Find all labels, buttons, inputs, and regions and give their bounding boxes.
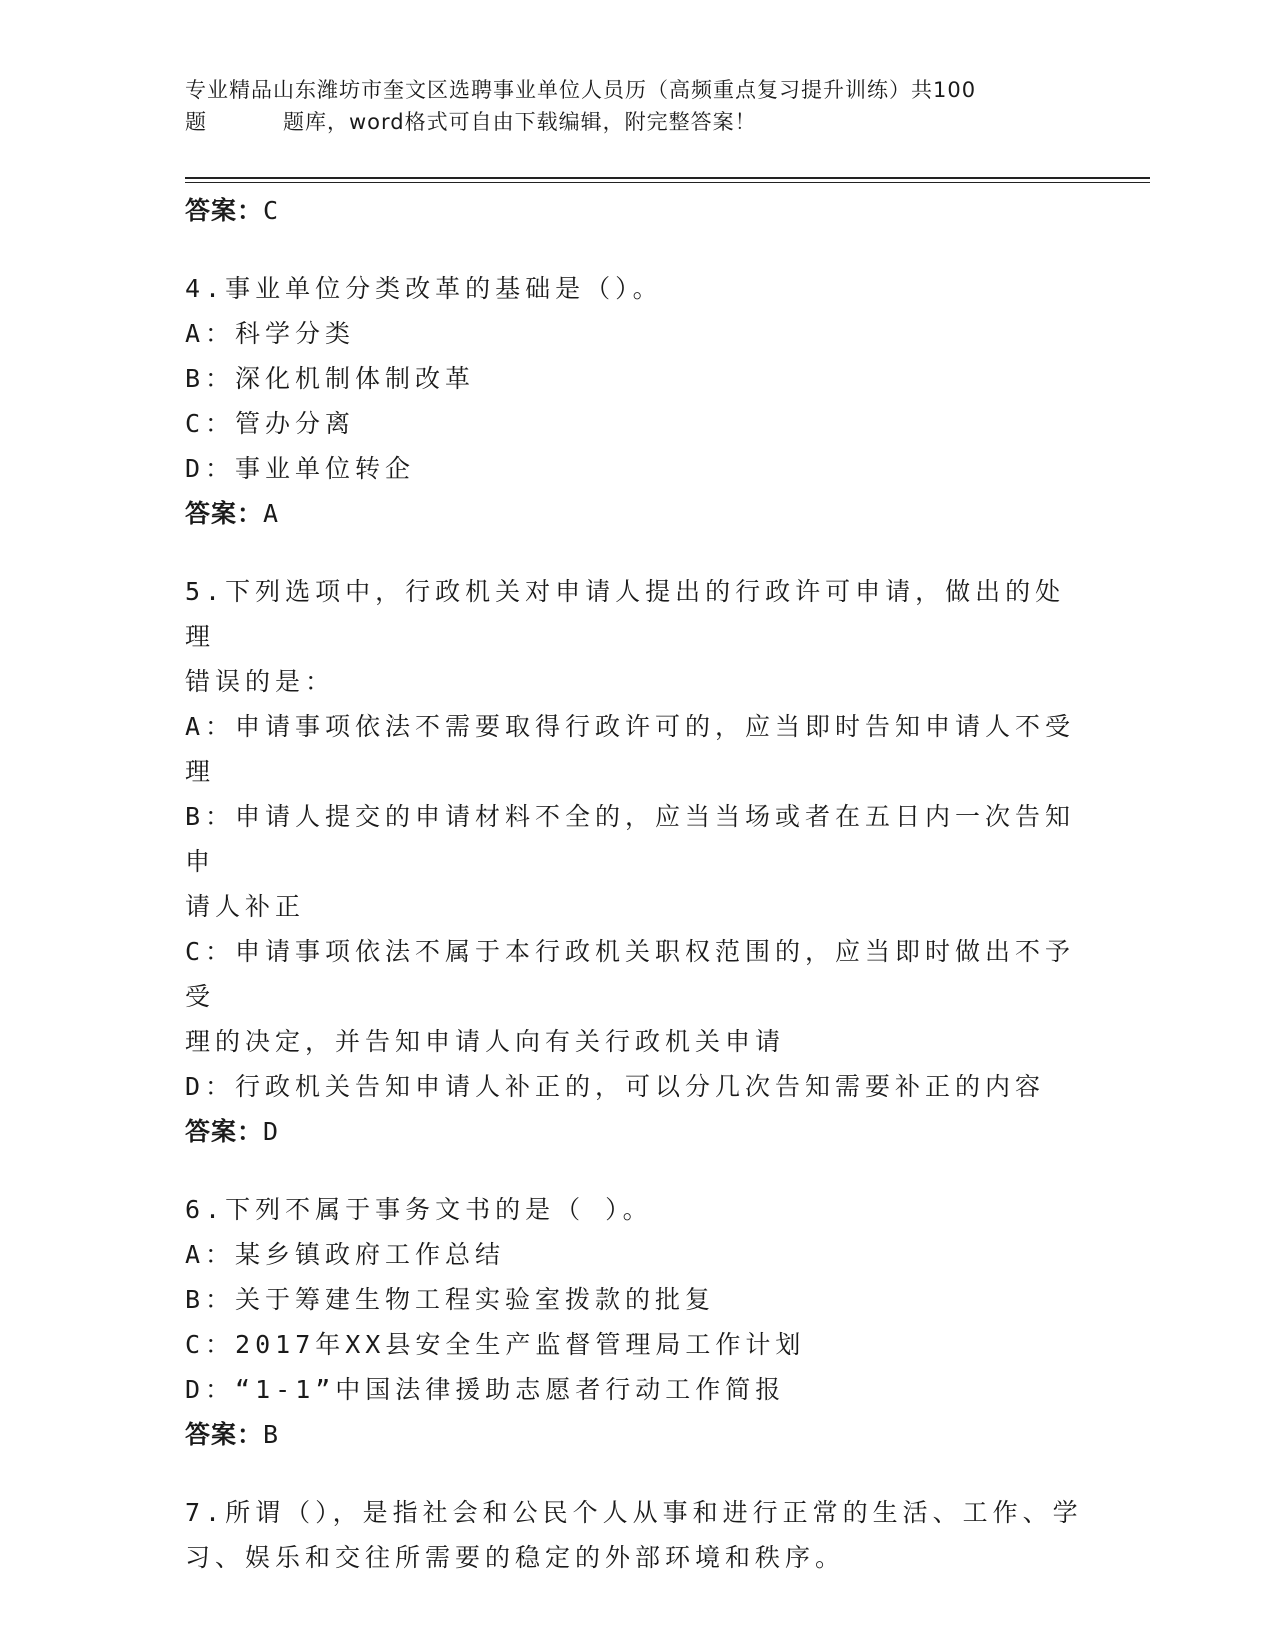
- question-block: [185, 1187, 1085, 1458]
- header-divider-thin: [185, 182, 1150, 183]
- option-text: D：事业单位转企: [185, 454, 416, 483]
- document-header: [185, 74, 1085, 138]
- option-text: 请人补正: [185, 892, 306, 921]
- header-title-line-2: [185, 106, 1085, 138]
- option-text: B：深化机制体制改革: [185, 364, 476, 393]
- option-text: C：申请事项依法不属于本行政机关职权范围的，应当即时做出不予受: [185, 937, 1076, 1011]
- question-block: [185, 1490, 1085, 1580]
- answer-prefix: 答案：: [185, 1420, 264, 1449]
- option-text: D：“1-1”中国法律援助志愿者行动工作简报: [185, 1375, 786, 1404]
- option-text: C：管办分离: [185, 409, 356, 438]
- option-text: D：行政机关告知申请人补正的，可以分几次告知需要补正的内容: [185, 1072, 1046, 1101]
- answer-prefix: 答案：: [185, 1117, 264, 1146]
- question-text: 习、娱乐和交往所需要的稳定的外部环境和秩序。: [185, 1543, 846, 1572]
- header-title-line-2-rest: 题库，word格式可自由下载编辑，附完整答案！: [283, 110, 757, 134]
- option-text: A：申请事项依法不需要取得行政许可的，应当即时告知申请人不受理: [185, 712, 1076, 786]
- answer-prefix: 答案：: [185, 499, 264, 528]
- answer-line: [185, 1412, 1085, 1458]
- question-text: 5.下列选项中，行政机关对申请人提出的行政许可申请，做出的处理: [185, 577, 1066, 651]
- question-text: 错误的是：: [185, 667, 336, 696]
- option-text: B：关于筹建生物工程实验室拨款的批复: [185, 1285, 716, 1314]
- document-body: [185, 188, 1085, 1580]
- header-title-line-2-first: 题: [185, 110, 207, 134]
- answer-value: A: [263, 499, 280, 528]
- question-text: 4.事业单位分类改革的基础是（）。: [185, 274, 663, 303]
- answer-value: B: [263, 1420, 280, 1449]
- option-text: A：某乡镇政府工作总结: [185, 1240, 506, 1269]
- answer-value: C: [263, 196, 280, 225]
- option-text: B：申请人提交的申请材料不全的，应当当场或者在五日内一次告知申: [185, 802, 1076, 876]
- option-text: 理的决定，并告知申请人向有关行政机关申请: [185, 1027, 786, 1056]
- answer-prefix: 答案：: [185, 196, 264, 225]
- answer-line: [185, 188, 1085, 234]
- question-list: [185, 266, 1085, 1580]
- question-block: [185, 569, 1085, 1155]
- header-divider-thick: [185, 177, 1150, 179]
- question-block: [185, 266, 1085, 537]
- answer-line: [185, 491, 1085, 537]
- option-text: C：2017年XX县安全生产监督管理局工作计划: [185, 1330, 806, 1359]
- answer-value: D: [263, 1117, 280, 1146]
- header-title-line-1: 专业精品山东潍坊市奎文区选聘事业单位人员历（高频重点复习提升训练）共100: [185, 78, 977, 102]
- option-text: A：科学分类: [185, 319, 356, 348]
- answer-line: [185, 1109, 1085, 1155]
- question-text: 7.所谓（），是指社会和公民个人从事和进行正常的生活、工作、学: [185, 1498, 1083, 1527]
- question-text: 6.下列不属于事务文书的是（ ）。: [185, 1195, 653, 1224]
